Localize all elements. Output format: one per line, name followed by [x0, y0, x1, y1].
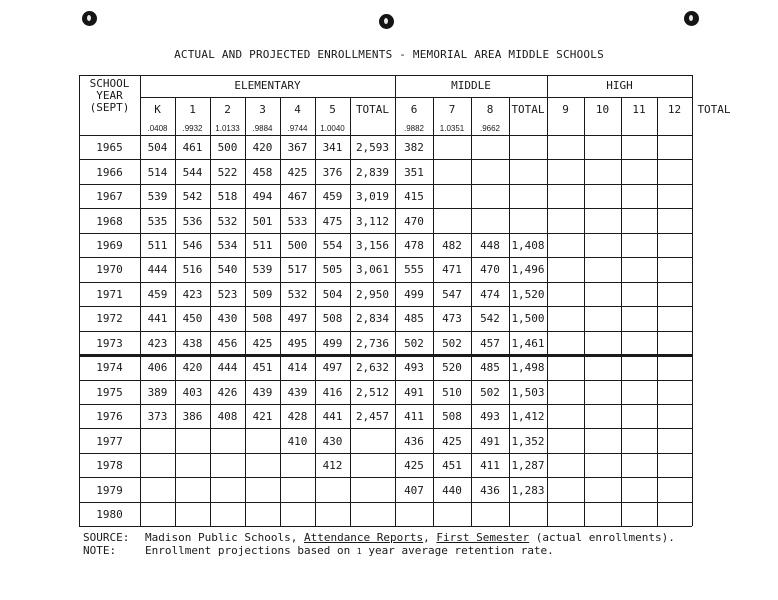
table-cell: 444 — [147, 263, 168, 277]
row-divider — [79, 159, 692, 160]
table-cell: 382 — [404, 141, 424, 155]
table-cell: 495 — [287, 336, 308, 350]
table-cell: 478 — [404, 239, 424, 253]
retention-rate: .0408 — [147, 124, 168, 133]
table-cell: 457 — [480, 336, 500, 350]
punch-hole-right — [684, 11, 699, 26]
punch-hole-center — [379, 14, 394, 29]
table-cell: 425 — [442, 434, 462, 448]
table-cell: 501 — [252, 214, 273, 228]
table-cell: 517 — [287, 263, 308, 277]
table-cell: 508 — [442, 410, 462, 424]
table-cell: 425 — [252, 336, 273, 350]
table-cell: 1,352 — [511, 434, 545, 448]
group-border-line — [547, 75, 548, 526]
column-divider — [657, 97, 658, 526]
row-divider — [79, 380, 692, 381]
table-cell: 497 — [322, 361, 343, 375]
table-cell: 426 — [217, 385, 238, 399]
table-cell: 410 — [287, 434, 308, 448]
table-cell: 411 — [404, 410, 424, 424]
page-title: ACTUAL AND PROJECTED ENROLLMENTS - MEMORIAL AREA MIDDLE SCHOOLS — [174, 48, 604, 61]
retention-rate: 1.0351 — [439, 124, 465, 133]
table-cell: 1,287 — [511, 459, 545, 473]
source-text: Madison Public Schools, Attendance Reports, First Semester (actual enrollments). — [145, 531, 675, 544]
table-cell: 502 — [480, 385, 500, 399]
table-cell: 514 — [147, 165, 168, 179]
row-divider — [79, 282, 692, 283]
table-cell: 1,520 — [511, 287, 545, 301]
table-cell: 407 — [404, 483, 424, 497]
table-cell: 500 — [287, 239, 308, 253]
row-divider — [79, 306, 692, 307]
table-cell: 423 — [182, 287, 203, 301]
table-cell: 456 — [217, 336, 238, 350]
table-cell: 504 — [147, 141, 168, 155]
table-cell: 1,496 — [511, 263, 545, 277]
retention-rate: .9884 — [252, 124, 273, 133]
projection-divider-line — [79, 354, 692, 357]
table-cell: 554 — [322, 239, 343, 253]
table-cell: 1,503 — [511, 385, 545, 399]
table-cell: 415 — [404, 190, 424, 204]
school-year-header: SCHOOL YEAR (SEPT) — [89, 77, 130, 114]
table-cell: 376 — [322, 165, 343, 179]
table-cell: 497 — [287, 312, 308, 326]
table-cell: 533 — [287, 214, 308, 228]
column-header: 12 — [667, 103, 682, 116]
table-cell: 536 — [182, 214, 203, 228]
column-header: 1 — [189, 103, 196, 116]
table-cell: 494 — [252, 190, 273, 204]
table-cell: 467 — [287, 190, 308, 204]
table-cell: 532 — [217, 214, 238, 228]
column-header: 2 — [224, 103, 231, 116]
table-cell: 1,461 — [511, 336, 545, 350]
table-cell: 403 — [182, 385, 203, 399]
table-cell: 448 — [480, 239, 500, 253]
table-cell: 485 — [404, 312, 424, 326]
table-cell: 542 — [182, 190, 203, 204]
table-cell: 522 — [217, 165, 238, 179]
row-divider — [79, 502, 692, 503]
table-cell: 3,112 — [355, 214, 390, 228]
column-divider — [621, 97, 622, 526]
source-label: SOURCE: — [83, 531, 130, 544]
retention-rate: 1.0133 — [215, 124, 240, 133]
table-cell: 441 — [147, 312, 168, 326]
table-cell: 542 — [480, 312, 500, 326]
table-cell: 2,950 — [355, 287, 390, 301]
table-cell: 423 — [147, 336, 168, 350]
table-cell: 470 — [480, 263, 500, 277]
retention-rate: .9932 — [182, 124, 203, 133]
table-cell: 493 — [404, 361, 424, 375]
table-cell: 461 — [182, 141, 203, 155]
enrollment-table — [79, 75, 736, 526]
table-cell: 425 — [287, 165, 308, 179]
table-cell: 555 — [404, 263, 424, 277]
year-cell: 1968 — [96, 214, 123, 228]
table-cell: 3,061 — [355, 263, 390, 277]
table-cell: 444 — [217, 361, 238, 375]
table-cell: 373 — [147, 410, 168, 424]
table-cell: 389 — [147, 385, 168, 399]
table-cell: 2,512 — [355, 385, 390, 399]
table-cell: 2,593 — [355, 141, 390, 155]
high-header: HIGH — [606, 79, 633, 92]
table-cell: 1,412 — [511, 410, 545, 424]
table-cell: 485 — [480, 361, 500, 375]
table-cell: 412 — [322, 459, 343, 473]
column-divider — [584, 97, 585, 526]
source-attendance-reports: Attendance Reports — [303, 531, 424, 544]
year-cell: 1978 — [96, 459, 123, 473]
year-cell: 1973 — [96, 336, 123, 350]
year-cell: 1967 — [96, 190, 123, 204]
column-header: TOTAL — [355, 103, 390, 116]
table-cell: 499 — [322, 336, 343, 350]
table-cell: 436 — [404, 434, 424, 448]
table-cell: 520 — [442, 361, 462, 375]
group-border-line — [692, 75, 693, 526]
table-cell: 430 — [217, 312, 238, 326]
table-cell: 509 — [252, 287, 273, 301]
table-cell: 540 — [217, 263, 238, 277]
table-top-border — [79, 75, 692, 76]
table-cell: 491 — [480, 434, 500, 448]
source-first-semester: First Semester — [436, 531, 530, 544]
table-cell: 420 — [182, 361, 203, 375]
year-cell: 1975 — [96, 385, 123, 399]
column-header: 9 — [562, 103, 569, 116]
group-header-divider-elementary — [140, 97, 395, 98]
table-cell: 539 — [252, 263, 273, 277]
column-header: 7 — [448, 103, 456, 116]
table-cell: 451 — [442, 459, 462, 473]
table-cell: 535 — [147, 214, 168, 228]
column-header: 6 — [410, 103, 418, 116]
table-cell: 544 — [182, 165, 203, 179]
middle-header: MIDDLE — [451, 79, 491, 92]
row-divider — [79, 184, 692, 185]
column-header: K — [154, 103, 161, 116]
table-cell: 2,632 — [355, 361, 390, 375]
table-cell: 416 — [322, 385, 343, 399]
table-cell: 2,736 — [355, 336, 390, 350]
table-cell: 351 — [404, 165, 424, 179]
table-cell: 1,500 — [511, 312, 545, 326]
row-divider — [79, 477, 692, 478]
table-cell: 414 — [287, 361, 308, 375]
table-cell: 493 — [480, 410, 500, 424]
table-cell: 2,457 — [355, 410, 390, 424]
table-cell: 411 — [480, 459, 500, 473]
group-header-divider-high — [547, 97, 692, 98]
year-cell: 1970 — [96, 263, 123, 277]
row-divider — [79, 208, 692, 209]
table-cell: 386 — [182, 410, 203, 424]
year-cell: 1977 — [96, 434, 123, 448]
column-header: 8 — [486, 103, 494, 116]
table-cell: 341 — [322, 141, 343, 155]
table-cell: 458 — [252, 165, 273, 179]
table-cell: 546 — [182, 239, 203, 253]
table-cell: 408 — [217, 410, 238, 424]
table-cell: 516 — [182, 263, 203, 277]
column-header: 3 — [259, 103, 266, 116]
table-cell: 508 — [322, 312, 343, 326]
table-cell: 475 — [322, 214, 343, 228]
retention-rate: .9662 — [479, 124, 501, 133]
year-cell: 1965 — [96, 141, 123, 155]
table-cell: 471 — [442, 263, 462, 277]
retention-rate: 1.0040 — [320, 124, 345, 133]
table-cell: 421 — [252, 410, 273, 424]
table-cell: 3,019 — [355, 190, 390, 204]
row-divider — [79, 453, 692, 454]
table-cell: 482 — [442, 239, 462, 253]
table-cell: 428 — [287, 410, 308, 424]
table-cell: 367 — [287, 141, 308, 155]
year-cell: 1980 — [96, 507, 123, 521]
year-cell: 1971 — [96, 287, 123, 301]
table-cell: 459 — [322, 190, 343, 204]
row-divider — [79, 257, 692, 258]
column-header: 10 — [595, 103, 610, 116]
table-cell: 451 — [252, 361, 273, 375]
row-divider — [79, 404, 692, 405]
row-divider — [79, 526, 692, 527]
year-cell: 1976 — [96, 410, 123, 424]
retention-rate: .9882 — [403, 124, 425, 133]
table-cell: 532 — [287, 287, 308, 301]
note-label: NOTE: — [83, 544, 117, 557]
table-cell: 2,839 — [355, 165, 390, 179]
note-text: Enrollment projections based on 1 year average retention rate. — [145, 544, 554, 557]
table-cell: 438 — [182, 336, 203, 350]
year-cell: 1966 — [96, 165, 123, 179]
column-header: 4 — [294, 103, 301, 116]
table-cell: 1,283 — [511, 483, 545, 497]
elementary-header: ELEMENTARY — [234, 79, 301, 92]
table-cell: 439 — [252, 385, 273, 399]
table-cell: 420 — [252, 141, 273, 155]
column-header: 5 — [329, 103, 336, 116]
row-divider — [79, 233, 692, 234]
table-cell: 430 — [322, 434, 343, 448]
table-cell: 547 — [442, 287, 462, 301]
table-cell: 439 — [287, 385, 308, 399]
table-cell: 491 — [404, 385, 424, 399]
table-cell: 510 — [442, 385, 462, 399]
table-cell: 502 — [442, 336, 462, 350]
year-cell: 1972 — [96, 312, 123, 326]
table-cell: 436 — [480, 483, 500, 497]
table-cell: 459 — [147, 287, 168, 301]
table-cell: 425 — [404, 459, 424, 473]
retention-rate: .9744 — [287, 124, 308, 133]
table-cell: 511 — [147, 239, 168, 253]
table-cell: 474 — [480, 287, 500, 301]
table-cell: 450 — [182, 312, 203, 326]
row-divider — [79, 428, 692, 429]
table-cell: 518 — [217, 190, 238, 204]
table-cell: 2,834 — [355, 312, 390, 326]
table-cell: 505 — [322, 263, 343, 277]
table-cell: 3,156 — [355, 239, 390, 253]
table-cell: 502 — [404, 336, 424, 350]
table-cell: 523 — [217, 287, 238, 301]
row-divider — [79, 331, 692, 332]
footnotes — [83, 531, 675, 558]
source-line — [83, 531, 675, 544]
table-cell: 539 — [147, 190, 168, 204]
table-cell: 406 — [147, 361, 168, 375]
header-bottom-border — [79, 135, 692, 136]
column-header: TOTAL — [697, 103, 731, 116]
table-cell: 470 — [404, 214, 424, 228]
table-cell: 1,408 — [511, 239, 545, 253]
year-cell: 1974 — [96, 361, 123, 375]
table-cell: 441 — [322, 410, 343, 424]
punch-hole-left — [82, 11, 97, 26]
year-cell: 1979 — [96, 483, 123, 497]
table-cell: 1,498 — [511, 361, 545, 375]
table-cell: 440 — [442, 483, 462, 497]
table-cell: 504 — [322, 287, 343, 301]
column-header: 11 — [632, 103, 646, 116]
table-cell: 473 — [442, 312, 462, 326]
table-cell: 534 — [217, 239, 238, 253]
year-cell: 1969 — [96, 239, 123, 253]
note-line — [83, 544, 675, 558]
table-cell: 499 — [404, 287, 424, 301]
table-cell: 508 — [252, 312, 273, 326]
table-cell: 511 — [252, 239, 273, 253]
table-cell: 500 — [217, 141, 238, 155]
column-header: TOTAL — [511, 103, 545, 116]
